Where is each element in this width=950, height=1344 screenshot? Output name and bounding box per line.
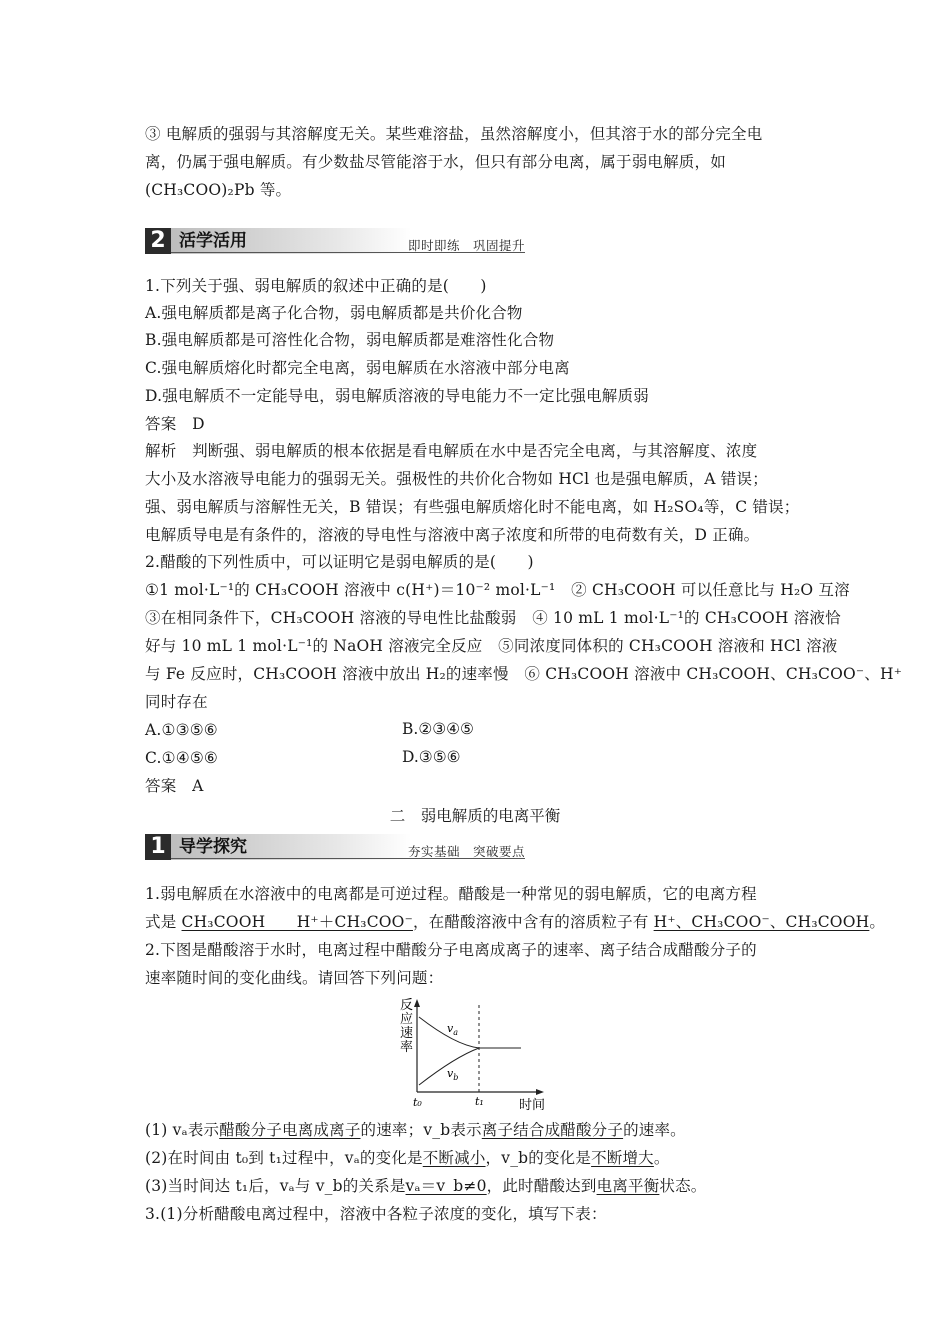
q2-option-b: B.②③④⑤	[402, 720, 474, 738]
q2-answer: 答案 A	[145, 777, 204, 795]
q1-explanation-2: 大小及水溶液导电能力的强弱无关。强极性的共价化合物如 HCl 也是强电解质，A 错误；	[145, 470, 768, 488]
p2-line-1: 2.下图是醋酸溶于水时，电离过程中醋酸分子电离成离子的速率、离子结合成醋酸分子的	[145, 941, 757, 959]
ylabel-char-3: 速	[400, 1026, 414, 1041]
q2-statement-4: 与 Fe 反应时，CH₃COOH 溶液中放出 H₂的速率慢 ⑥ CH₃COOH 溶液中 CH₃COOH、CH₃COO⁻、H⁺	[145, 665, 903, 683]
ionization-equation: CH₃COOH H⁺＋CH₃COO⁻	[181, 913, 413, 931]
answer-va-change: 不断减小	[422, 1149, 486, 1167]
text-span: 状态。	[659, 1177, 707, 1195]
text-span: 式是	[145, 913, 182, 931]
va-label	[447, 1022, 458, 1037]
p3-line-3	[145, 1176, 706, 1196]
solute-particles-answer: H⁺、CH₃COO⁻、CH₃COOH	[653, 913, 870, 931]
intro-line-3: (CH₃COO)₂Pb 等。	[145, 181, 292, 199]
q1-explanation-1: 解析 判断强、弱电解质的根本依据是看电解质在水中是否完全电离，与其溶解度、浓度	[145, 442, 758, 460]
answer-vb-meaning: 离子结合成醋酸分子	[481, 1121, 624, 1139]
vb-letter: v	[447, 1067, 454, 1080]
p1-line-1: 1.弱电解质在水溶液中的电离都是可逆过程。醋酸是一种常见的弱电解质，它的电离方程	[145, 885, 757, 903]
q1-explanation-3: 强、弱电解质与溶解性无关，B 错误；有些强电解质熔化时不能电离，如 H₂SO₄等，C 错误；	[145, 498, 800, 516]
tick-t1: t₁	[475, 1095, 484, 1108]
text-span: ，此时醋酸达到	[486, 1177, 597, 1195]
banner-subtitle: 即时即练 巩固提升	[407, 238, 525, 253]
section-title: 二 弱电解质的电离平衡	[389, 807, 561, 825]
q2-statement-1: ①1 mol·L⁻¹的 CH₃COOH 溶液中 c(H⁺)＝10⁻² mol·L⁻¹ ② CH₃COOH 可以任意比与 H₂O 互溶	[145, 581, 850, 599]
x-axis-label: 时间	[519, 1098, 546, 1113]
q2-option-a: A.①③⑤⑥	[145, 721, 218, 739]
p2-line-2: 速率随时间的变化曲线。请回答下列问题：	[145, 969, 444, 987]
text-span: 的速率；v_b表示	[360, 1121, 482, 1139]
q1-explanation-4: 电解质导电是有条件的，溶液的导电性与溶液中离子浓度和所带的电荷数有关，D 正确。	[145, 526, 760, 544]
text-span: ，在醋酸溶液中含有的溶质粒子有	[412, 913, 654, 931]
answer-va-meaning: 醋酸分子电离成离子	[219, 1121, 361, 1139]
text-span: 。	[869, 913, 886, 931]
text-span: 的速率。	[623, 1121, 686, 1139]
banner-title: 导学探究	[171, 834, 411, 860]
rate-time-chart	[395, 995, 555, 1115]
text-span: (3)当时间达 t₁后，vₐ与 v_b的关系是	[145, 1177, 406, 1195]
banner-number: 1	[145, 834, 171, 860]
banner-subtitle: 夯实基础 突破要点	[407, 844, 525, 859]
va-subscript: a	[453, 1028, 458, 1037]
x-axis-arrow	[536, 1089, 544, 1095]
p3-line-2	[145, 1148, 670, 1168]
intro-line-1: ③ 电解质的强弱与其溶解度无关。某些难溶盐，虽然溶解度小，但其溶于水的部分完全电	[145, 125, 763, 143]
vb-subscript: b	[453, 1073, 459, 1082]
q2-option-d: D.③⑤⑥	[402, 748, 461, 766]
ylabel-char-4: 率	[400, 1040, 414, 1055]
p1-line-2	[145, 912, 885, 932]
p3-line-4: 3.(1)分析醋酸电离过程中，溶液中各粒子浓度的变化，填写下表：	[145, 1205, 607, 1223]
q2-option-c: C.①④⑤⑥	[145, 749, 219, 767]
q2-statement-5: 同时存在	[145, 693, 208, 711]
q1-option-a: A.强电解质都是离子化合物，弱电解质都是共价化合物	[145, 304, 523, 322]
intro-line-2: 离，仍属于强电解质。有少数盐尽管能溶于水，但只有部分电离，属于弱电解质，如	[145, 153, 726, 171]
q1-option-d: D.强电解质不一定能导电，弱电解质溶液的导电能力不一定比强电解质弱	[145, 387, 649, 405]
q2-statement-3: 好与 10 mL 1 mol·L⁻¹的 NaOH 溶液完全反应 ⑤同浓度同体积的 CH₃COOH 溶液和 HCl 溶液	[145, 637, 838, 655]
q1-option-b: B.强电解质都是可溶性化合物，弱电解质都是难溶性化合物	[145, 331, 555, 349]
text-span: (1) vₐ表示	[145, 1121, 220, 1139]
text-span: (2)在时间由 t₀到 t₁过程中，vₐ的变化是	[145, 1149, 423, 1167]
vb-label	[447, 1067, 458, 1082]
banner-number: 2	[145, 228, 171, 254]
ylabel-char-1: 反	[400, 998, 414, 1013]
va-letter: v	[447, 1022, 454, 1035]
ylabel-char-2: 应	[400, 1012, 414, 1027]
y-axis-arrow	[414, 999, 420, 1007]
tick-t0: t₀	[413, 1096, 422, 1109]
text-span: ，v_b的变化是	[485, 1149, 592, 1167]
section-banner-guide	[145, 834, 525, 860]
q2-stem: 2.醋酸的下列性质中，可以证明它是弱电解质的是( )	[145, 553, 534, 571]
answer-rate-relation: vₐ＝v_b≠0	[405, 1177, 487, 1195]
banner-title: 活学活用	[171, 228, 411, 254]
answer-equilibrium: 电离平衡	[596, 1177, 660, 1195]
q1-option-c: C.强电解质熔化时都完全电离，弱电解质在水溶液中部分电离	[145, 359, 570, 377]
q2-statement-2: ③在相同条件下，CH₃COOH 溶液的导电性比盐酸弱 ④ 10 mL 1 mol·L⁻¹的 CH₃COOH 溶液恰	[145, 609, 841, 627]
q1-stem: 1.下列关于强、弱电解质的叙述中正确的是( )	[145, 277, 487, 295]
section-banner-practice	[145, 228, 525, 254]
q1-answer: 答案 D	[145, 415, 205, 433]
answer-vb-change: 不断增大	[591, 1149, 654, 1167]
p3-line-1	[145, 1120, 686, 1140]
text-span: 。	[653, 1149, 670, 1167]
